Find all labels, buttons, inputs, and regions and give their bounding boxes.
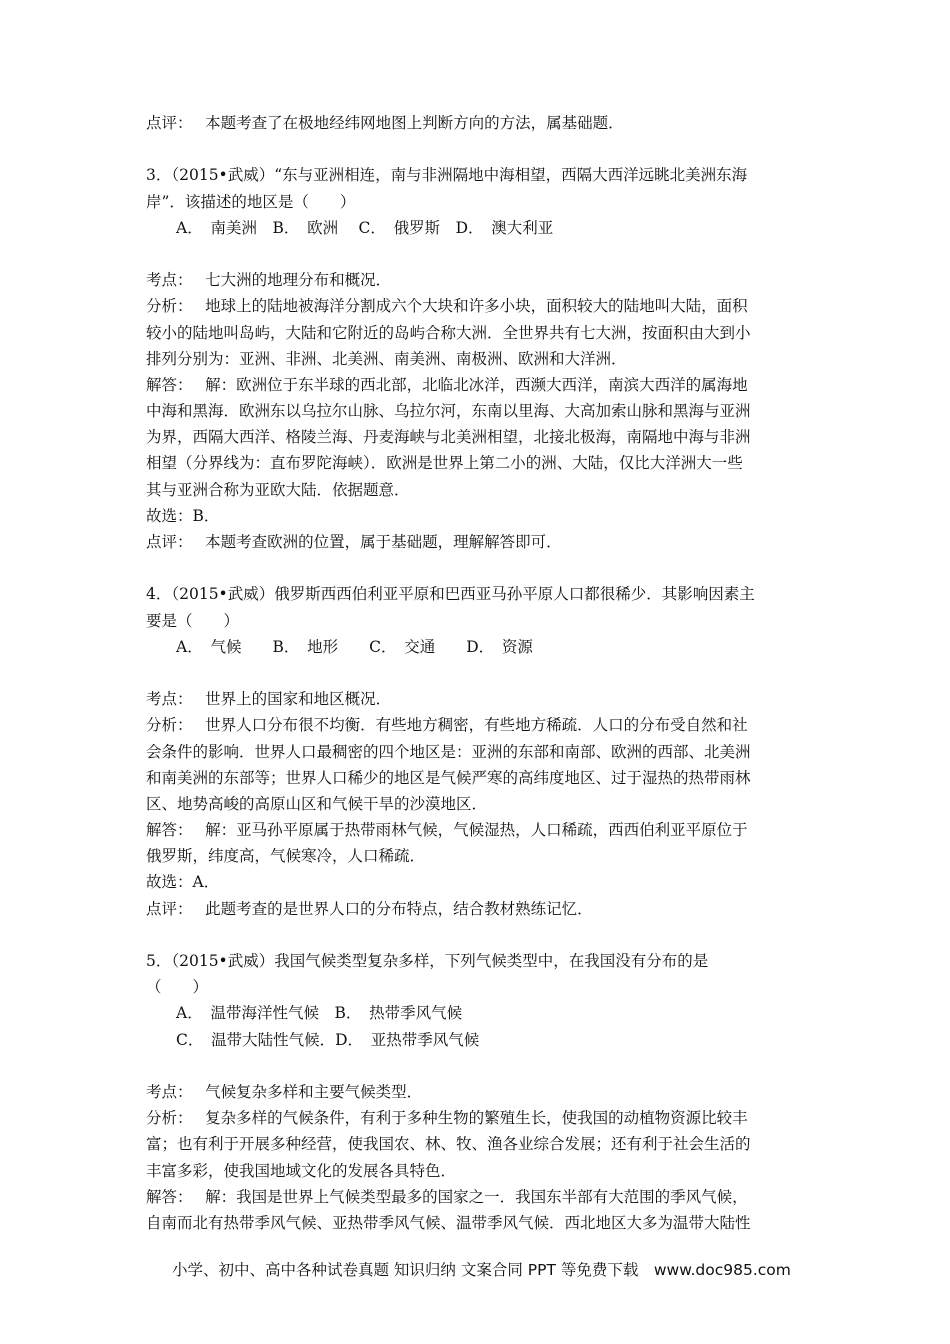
text-line: 分析： 复杂多样的气候条件，有利于多种生物的繁殖生长，使我国的动植物资源比较丰	[146, 1109, 748, 1128]
text-line: 故选：A．	[146, 873, 220, 892]
text-line: 点评： 本题考查欧洲的位置，属于基础题，理解解答即可．	[146, 533, 562, 551]
text-line: 3．（2015•武威）“东与亚洲相连，南与非洲隔地中海相望，西隔大西洋远眺北美洲东海	[146, 166, 748, 185]
text-line: 富；也有利于开展多种经营，使我国农、林、牧、渔各业综合发展；还有利于社会生活的	[146, 1135, 751, 1154]
text-line: 会条件的影响．世界人口最稠密的四个地区是：亚洲的东部和南部、欧洲的西部、北美洲	[146, 742, 751, 761]
answer-options: A． 南美洲 B． 欧洲 C． 俄罗斯 D． 澳大利亚	[176, 218, 554, 237]
paragraph-gap	[146, 922, 816, 948]
text-line: 解答： 解：我国是世界上气候类型最多的国家之一．我国东半部有大范围的季风气候，	[146, 1187, 748, 1206]
text-line: 考点： 七大洲的地理分布和概况．	[146, 271, 392, 290]
page-footer: 小学、初中、高中各种试卷真题 知识归纳 文案合同 PPT 等免费下载 www.doc985.com	[172, 1261, 791, 1279]
text-line: 点评： 本题考查了在极地经纬网地图上判断方向的方法，属基础题．	[146, 114, 624, 132]
paragraph-gap	[146, 1053, 816, 1079]
text-line: 丰富多彩，使我国地域文化的发展各具特色．	[146, 1161, 457, 1180]
text-line: 考点： 世界上的国家和地区概况．	[146, 690, 392, 709]
text-line: 点评： 此题考查的是世界人口的分布特点，结合教材熟练记忆．	[146, 899, 593, 918]
text-line: 中海和黑海．欧洲东以乌拉尔山脉、乌拉尔河，东南以里海、大高加索山脉和黑海与亚洲	[146, 402, 751, 421]
text-line: 较小的陆地叫岛屿，大陆和它附近的岛屿合称大洲．全世界共有七大洲，按面积由大到小	[146, 323, 751, 342]
paragraph-gap	[146, 555, 816, 581]
text-line: （ ）	[146, 978, 209, 997]
document-body	[146, 110, 816, 1236]
answer-options: C． 温带大陆性气候．D． 亚热带季风气候	[176, 1030, 480, 1049]
text-line: 为界，西隔大西洋、格陵兰海、丹麦海峡与北美洲相望，北接北极海，南隔地中海与非洲	[146, 428, 751, 447]
text-line: 分析： 世界人口分布很不均衡．有些地方稠密，有些地方稀疏．人口的分布受自然和社	[146, 716, 748, 735]
text-line: 区、地势高峻的高原山区和气候干旱的沙漠地区．	[146, 794, 488, 813]
text-line: 要是（ ）	[146, 611, 240, 630]
text-line: 相望（分界线为：直布罗陀海峡）．欧洲是世界上第二小的洲、大陆，仅比大洋洲大一些	[146, 454, 743, 473]
text-line: 岸”．该描述的地区是（ ）	[146, 192, 356, 211]
text-line: 其与亚洲合称为亚欧大陆．依据题意．	[146, 480, 410, 499]
text-line: 自南而北有热带季风气候、亚热带季风气候、温带季风气候．西北地区大多为温带大陆性	[146, 1213, 751, 1232]
text-line: 4．（2015•武威）俄罗斯西西伯利亚平原和巴西亚马孙平原人口都很稀少．其影响因素主	[146, 585, 755, 604]
text-line: 和南美洲的东部等；世界人口稀少的地区是气候严寒的高纬度地区、过于湿热的热带雨林	[146, 768, 751, 787]
answer-options: A． 气候 B． 地形 C． 交通 D． 资源	[176, 637, 533, 656]
text-line: 排列分别为：亚洲、非洲、北美洲、南美洲、南极洲、欧洲和大洋洲．	[146, 349, 627, 368]
text-line: 故选：B．	[146, 506, 220, 525]
text-line: 分析： 地球上的陆地被海洋分割成六个大块和许多小块，面积较大的陆地叫大陆，面积	[146, 297, 748, 316]
answer-options: A． 温带海洋性气候 B． 热带季风气候	[176, 1004, 463, 1023]
paragraph-gap	[146, 241, 816, 267]
text-line: 解答： 解：亚马孙平原属于热带雨林气候，气候湿热，人口稀疏，西西伯利亚平原位于	[146, 821, 748, 840]
paragraph-gap	[146, 136, 816, 162]
text-line: 考点： 气候复杂多样和主要气候类型．	[146, 1082, 423, 1101]
text-line: 解答： 解：欧洲位于东半球的西北部，北临北冰洋，西濒大西洋，南滨大西洋的属海地	[146, 375, 748, 394]
text-line: 俄罗斯，纬度高，气候寒冷，人口稀疏．	[146, 847, 426, 866]
paragraph-gap	[146, 660, 816, 686]
text-line: 5．（2015•武威）我国气候类型复杂多样，下列气候类型中，在我国没有分布的是	[146, 952, 709, 970]
